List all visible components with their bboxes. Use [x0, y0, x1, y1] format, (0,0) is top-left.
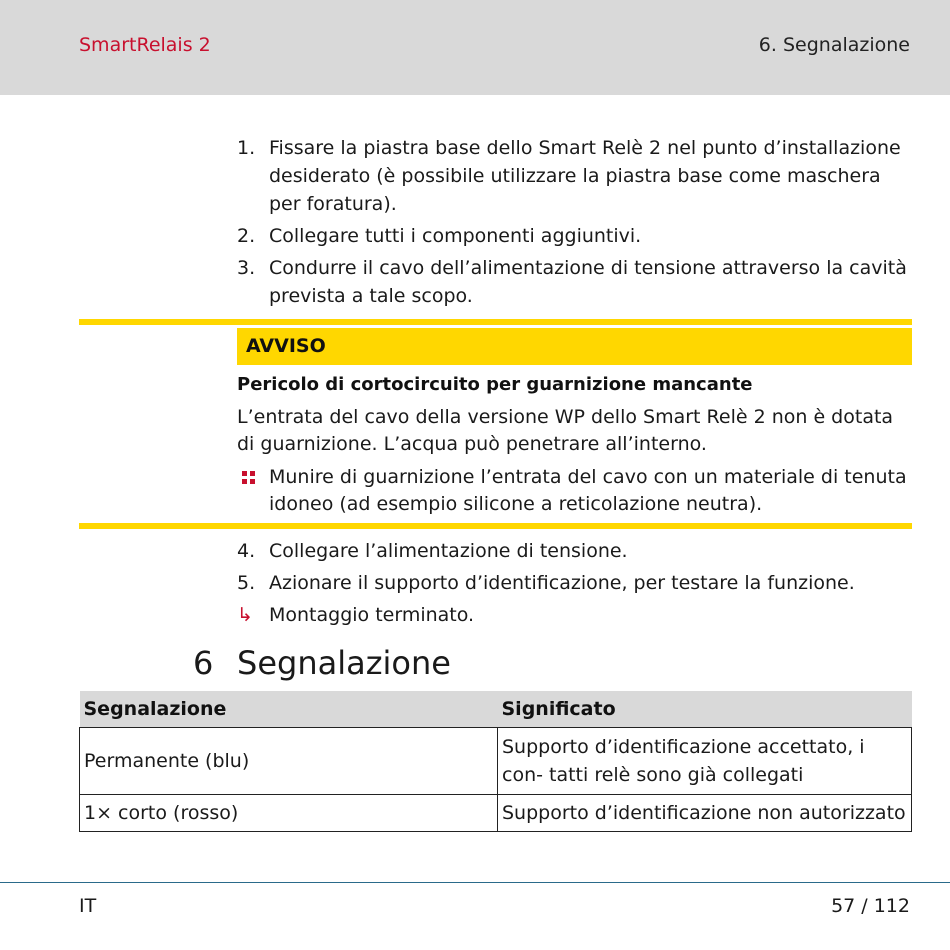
notice-body: L’entrata del cavo della versione WP dello Smart Relè 2 non è dotata di guarnizione. L’acqua può penetrare all’interno. [237, 406, 894, 455]
table-header-cell: Segnalazione [80, 691, 498, 728]
table-row [80, 728, 912, 795]
notice-action [237, 464, 912, 518]
header-section-title: 6. Segnalazione [758, 34, 910, 56]
table-cell: Supporto d’identificazione non autorizzato [498, 795, 912, 832]
table-row [80, 795, 912, 832]
notice-action-text: Munire di guarnizione l’entrata del cavo con un materiale di tenuta idoneo (ad esempio silicone a reticolazione neutra). [269, 466, 907, 515]
steps-list-second [237, 537, 912, 633]
steps-list-first [237, 134, 912, 314]
page-header [0, 0, 950, 95]
notice-subtitle: Pericolo di cortocircuito per guarnizione mancante [237, 374, 753, 395]
step-number: 3. [237, 257, 256, 279]
notice-bottom-rule [79, 523, 912, 529]
step-text: Montaggio terminato. [269, 604, 475, 626]
list-item [237, 134, 912, 218]
table-header-row [80, 691, 912, 728]
section-number: 6 [193, 644, 214, 682]
step-number: 1. [237, 137, 256, 159]
step-text: Azionare il supporto d’identificazione, per testare la funzione. [269, 572, 855, 594]
table-cell: Supporto d’identificazione accettato, i con- tatti relè sono già collegati [498, 728, 912, 795]
section-title: Segnalazione [237, 644, 451, 682]
table-cell: 1× corto (rosso) [80, 795, 498, 832]
table-cell: Permanente (blu) [80, 728, 498, 795]
step-number: 5. [237, 572, 256, 594]
step-text: Fissare la piastra base dello Smart Relè 2 nel punto d’installazione desiderato (è possibile utilizzare la piastra base come maschera per foratura). [269, 137, 901, 215]
footer-language: IT [79, 895, 97, 917]
signal-table [79, 691, 912, 832]
list-item [237, 537, 912, 565]
footer-rule [0, 882, 950, 883]
step-text: Collegare l’alimentazione di tensione. [269, 540, 628, 562]
list-item [237, 254, 912, 310]
list-item [237, 601, 912, 629]
step-text: Condurre il cavo dell’alimentazione di tensione attraverso la cavità prevista a tale scopo. [269, 257, 907, 307]
page-number: 57 / 112 [831, 895, 910, 917]
list-item [237, 222, 912, 250]
section-heading [0, 644, 950, 688]
brand-title: SmartRelais 2 [79, 34, 211, 56]
notice-banner [237, 328, 912, 365]
notice-top-rule [79, 319, 912, 325]
notice-label: AVVISO [246, 335, 326, 357]
list-item [237, 569, 912, 597]
table-header-cell: Significato [498, 691, 912, 728]
step-number: 4. [237, 540, 256, 562]
step-number: 2. [237, 225, 256, 247]
result-arrow-icon: ↳ [237, 604, 253, 626]
action-bullet-icon [242, 471, 255, 484]
step-text: Collegare tutti i componenti aggiuntivi. [269, 225, 642, 247]
